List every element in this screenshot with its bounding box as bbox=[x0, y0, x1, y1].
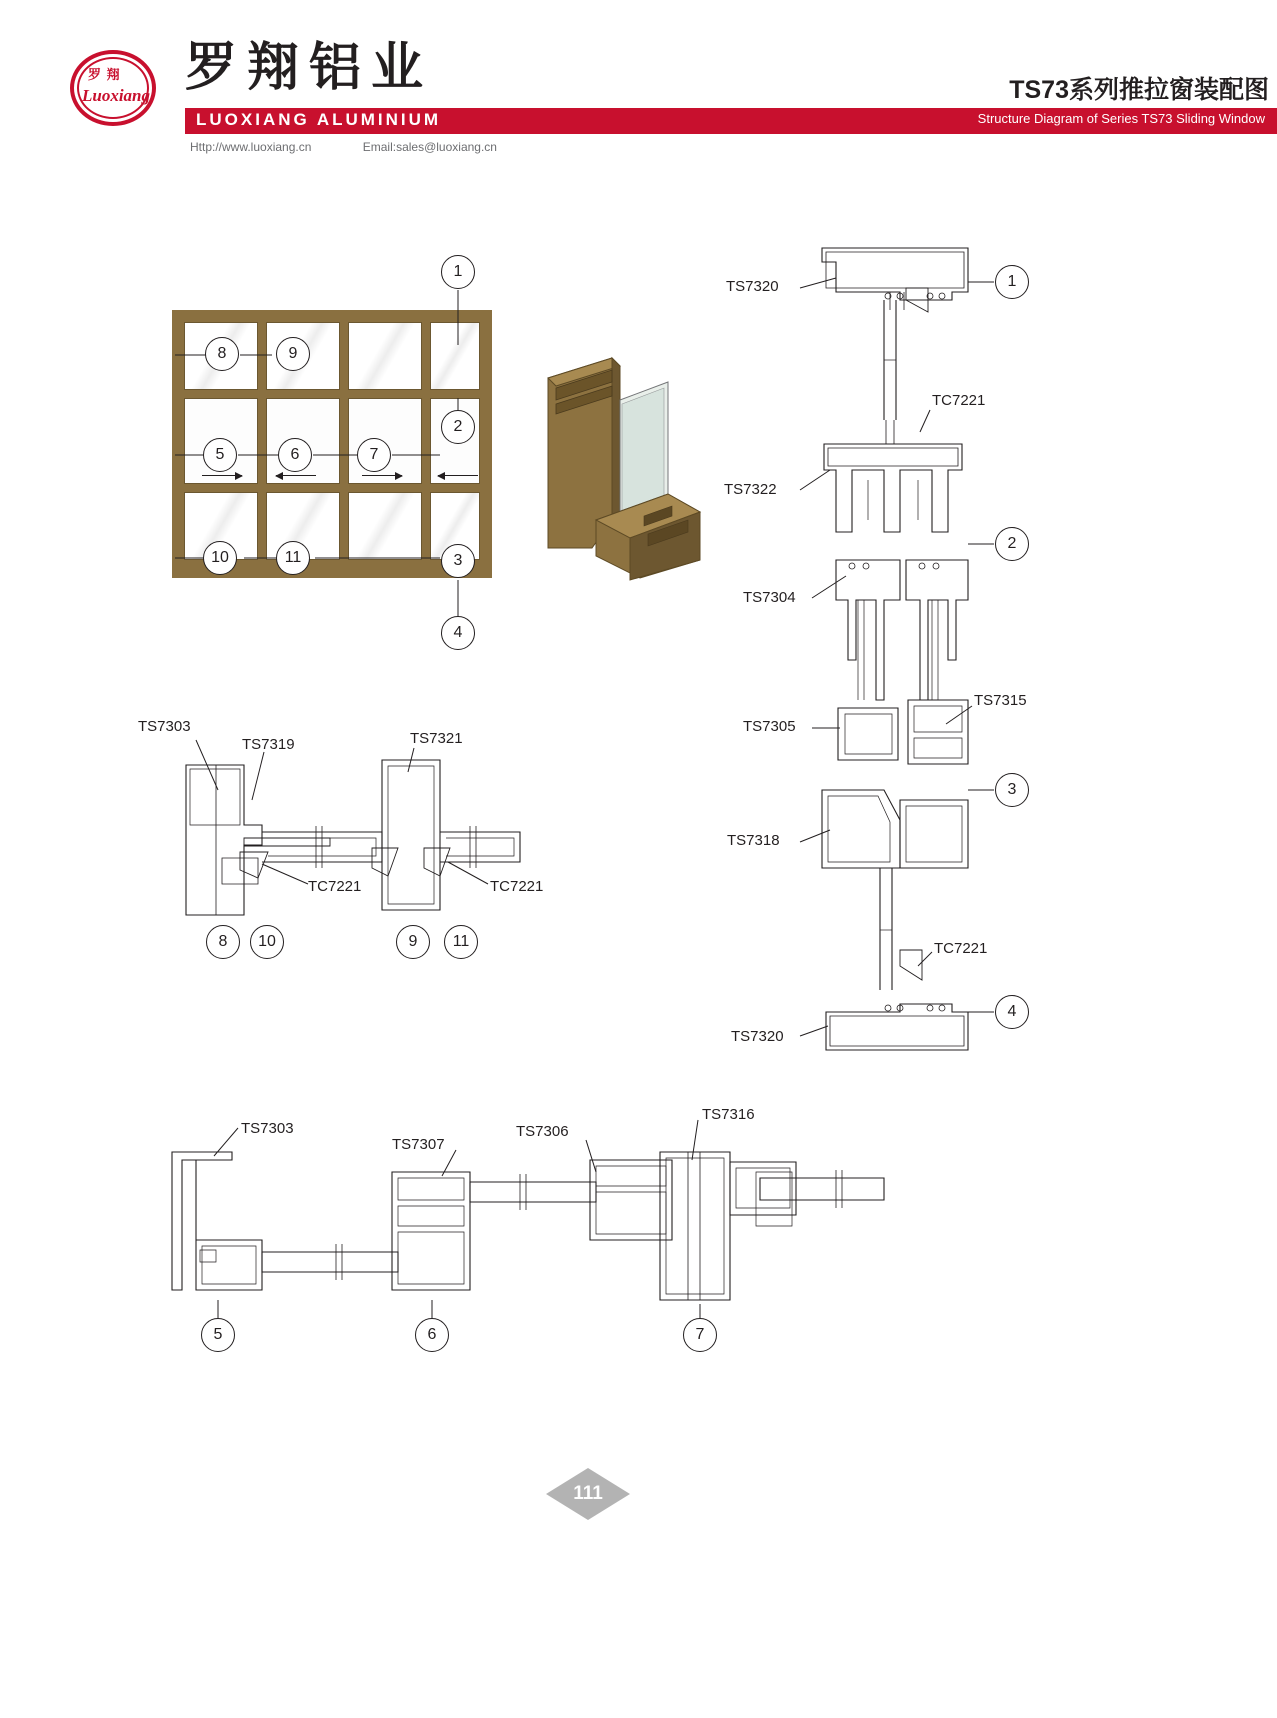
page-title: TS73系列推拉窗装配图 bbox=[1009, 76, 1269, 104]
callout-bubble-6: 6 bbox=[278, 438, 312, 472]
profile-label-ts7303-bottom: TS7303 bbox=[241, 1120, 294, 1137]
website-text: Http://www.luoxiang.cn bbox=[190, 140, 312, 154]
profile-label-ts7318: TS7318 bbox=[727, 832, 780, 849]
callout-bubble-11: 11 bbox=[276, 541, 310, 575]
callout-bubble-7: 7 bbox=[357, 438, 391, 472]
profile-label-tc7221-bottom: TC7221 bbox=[934, 940, 988, 957]
callout-bubble-9: 9 bbox=[276, 337, 310, 371]
page-number bbox=[546, 1468, 630, 1520]
logo-english-text: Luoxiang bbox=[82, 86, 151, 105]
callout-bubble-5: 5 bbox=[203, 438, 237, 472]
profile-label-ts7321: TS7321 bbox=[410, 730, 463, 747]
profile-label-tc7221-left: TC7221 bbox=[308, 878, 362, 895]
profile-label-ts7307: TS7307 bbox=[392, 1136, 445, 1153]
profile-label-ts7315: TS7315 bbox=[974, 692, 1027, 709]
section-bubble-11: 11 bbox=[444, 925, 478, 959]
callout-bubble-2: 2 bbox=[441, 410, 475, 444]
section-bubble-10: 10 bbox=[250, 925, 284, 959]
section-bubble-9: 9 bbox=[396, 925, 430, 959]
slide-direction-arrow bbox=[362, 475, 402, 476]
section-bubble-7: 7 bbox=[683, 1318, 717, 1352]
brand-name-english: LUOXIANG ALUMINIUM bbox=[196, 110, 442, 129]
slide-direction-arrow bbox=[438, 475, 478, 476]
page-subtitle: Structure Diagram of Series TS73 Sliding Window bbox=[977, 111, 1265, 126]
profile-label-ts7320-bottom: TS7320 bbox=[731, 1028, 784, 1045]
section-bubble-5: 5 bbox=[201, 1318, 235, 1352]
callout-bubble-3: 3 bbox=[441, 544, 475, 578]
callout-bubble-10: 10 bbox=[203, 541, 237, 575]
slide-direction-arrow bbox=[276, 475, 316, 476]
page-header bbox=[0, 0, 1277, 175]
sliding-sash bbox=[348, 398, 422, 484]
section-bubble-6: 6 bbox=[415, 1318, 449, 1352]
logo-chinese-text: 罗 翔 bbox=[88, 67, 121, 82]
profile-label-ts7316: TS7316 bbox=[702, 1106, 755, 1123]
profile-label-tc7221-right: TC7221 bbox=[490, 878, 544, 895]
section-bubble-3: 3 bbox=[995, 773, 1029, 807]
profile-label-ts7320-top: TS7320 bbox=[726, 278, 779, 295]
profile-label-tc7221-top: TC7221 bbox=[932, 392, 986, 409]
section-bubble-4: 4 bbox=[995, 995, 1029, 1029]
callout-bubble-4: 4 bbox=[441, 616, 475, 650]
profile-label-ts7303-mid: TS7303 bbox=[138, 718, 191, 735]
profile-label-ts7306: TS7306 bbox=[516, 1123, 569, 1140]
section-bubble-1: 1 bbox=[995, 265, 1029, 299]
profile-label-ts7304: TS7304 bbox=[743, 589, 796, 606]
profile-label-ts7322: TS7322 bbox=[724, 481, 777, 498]
slide-direction-arrow bbox=[202, 475, 242, 476]
brand-name-chinese: 罗翔铝业 bbox=[185, 38, 434, 98]
section-bubble-8: 8 bbox=[206, 925, 240, 959]
callout-bubble-1: 1 bbox=[441, 255, 475, 289]
email-text: Email:sales@luoxiang.cn bbox=[362, 140, 497, 154]
page-number-text: 111 bbox=[573, 1483, 603, 1504]
glass-pane bbox=[348, 322, 422, 390]
section-bubble-2: 2 bbox=[995, 527, 1029, 561]
glass-pane bbox=[348, 492, 422, 560]
bottom-horizontal-section bbox=[172, 1152, 884, 1300]
callout-bubble-8: 8 bbox=[205, 337, 239, 371]
corner-3d-illustration bbox=[548, 358, 700, 580]
logo-icon bbox=[70, 50, 160, 130]
profile-label-ts7305: TS7305 bbox=[743, 718, 796, 735]
contact-info bbox=[190, 140, 545, 154]
glass-pane bbox=[430, 322, 480, 390]
profile-label-ts7319: TS7319 bbox=[242, 736, 295, 753]
right-vertical-section bbox=[822, 248, 968, 1050]
